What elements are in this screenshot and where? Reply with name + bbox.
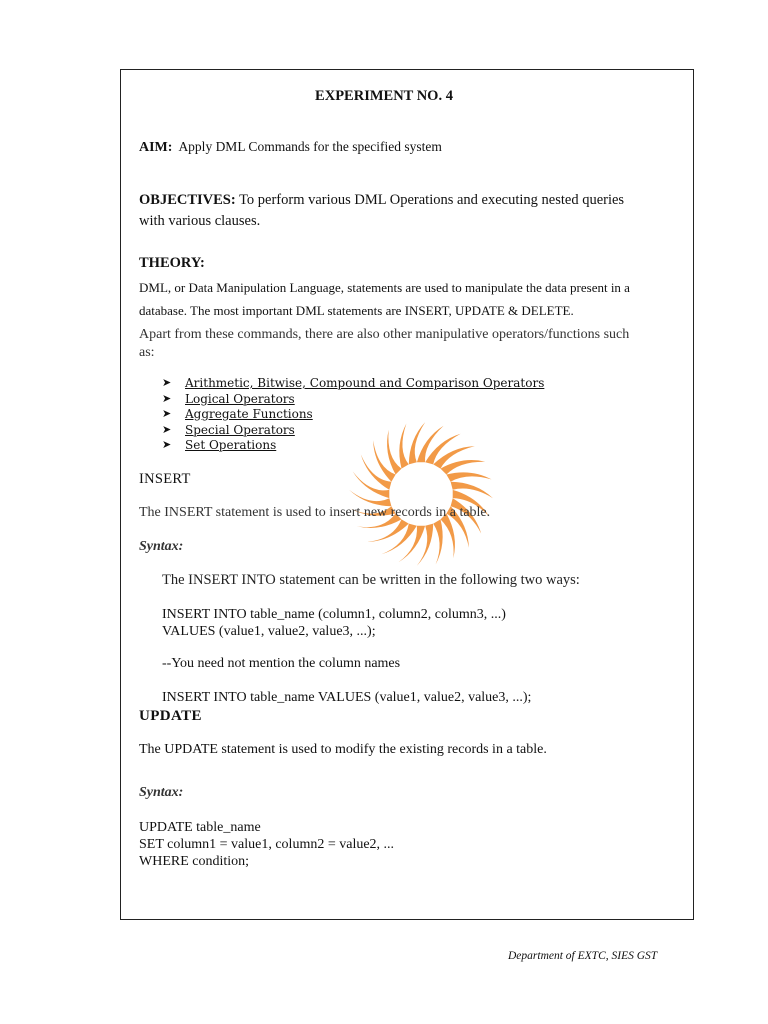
list-link[interactable]: Arithmetic, Bitwise, Compound and Comparison Operators [185,376,545,390]
aim-label: AIM: [139,140,173,155]
list-link[interactable]: Logical Operators [185,391,295,406]
insert-heading: INSERT [139,471,191,487]
objectives-text-1: To perform various DML Operations and executing nested queries [239,192,625,208]
page-title: EXPERIMENT NO. 4 [315,88,453,104]
operator-list [162,376,544,454]
update-description: The UPDATE statement is used to modify the existing records in a table. [139,742,547,757]
insert-description: The INSERT statement is used to insert new records in a table. [139,505,491,520]
list-link[interactable]: Set Operations [185,438,277,452]
theory-line-2: database. The most important DML statements are INSERT, UPDATE & DELETE. [139,303,574,318]
update-code-block [139,819,394,870]
arrowhead-bullet-icon: ➤ [162,392,172,405]
aim-line [139,139,442,156]
insert-intro: The INSERT INTO statement can be written in the following two ways: [162,572,580,588]
arrowhead-bullet-icon: ➤ [162,439,172,451]
objectives-label: OBJECTIVES: [139,192,236,208]
list-item [162,407,544,423]
update-heading: UPDATE [139,708,202,724]
insert-note: --You need not mention the column names [162,656,401,671]
apart-paragraph [139,326,629,362]
update-code-line-1: UPDATE table_name [139,820,261,835]
insert-code-line-1: INSERT INTO table_name (column1, column2, column3, ...) [162,607,506,622]
list-link[interactable]: Aggregate Functions [185,407,313,421]
list-item [162,438,544,454]
arrowhead-bullet-icon: ➤ [162,423,172,436]
insert-code-block-1 [162,606,506,640]
insert-syntax-label: Syntax: [139,539,184,554]
list-item [162,423,544,439]
theory-paragraph [139,276,630,322]
list-link[interactable]: Special Operators [185,422,295,437]
theory-line-1: DML, or Data Manipulation Language, statements are used to manipulate the data present in a [139,280,630,295]
insert-code-line-2: VALUES (value1, value2, value3, ...); [162,624,376,639]
objectives-block [139,190,624,232]
list-item [162,376,544,392]
update-code-line-3: WHERE condition; [139,854,250,869]
update-code-line-2: SET column1 = value1, column2 = value2, ... [139,837,395,852]
arrowhead-bullet-icon: ➤ [162,377,172,389]
apart-line-1: Apart from these commands, there are also other manipulative operators/functions such [139,327,630,342]
aim-text: Apply DML Commands for the specified system [178,139,442,154]
page-footer: Department of EXTC, SIES GST [508,950,658,962]
objectives-text-2: with various clauses. [139,213,261,229]
arrowhead-bullet-icon: ➤ [162,408,172,420]
update-syntax-label: Syntax: [139,785,184,800]
apart-line-2: as: [139,345,155,360]
theory-heading: THEORY: [139,255,205,271]
list-item [162,392,544,408]
insert-code-block-2: INSERT INTO table_name VALUES (value1, value2, value3, ...); [162,690,532,705]
